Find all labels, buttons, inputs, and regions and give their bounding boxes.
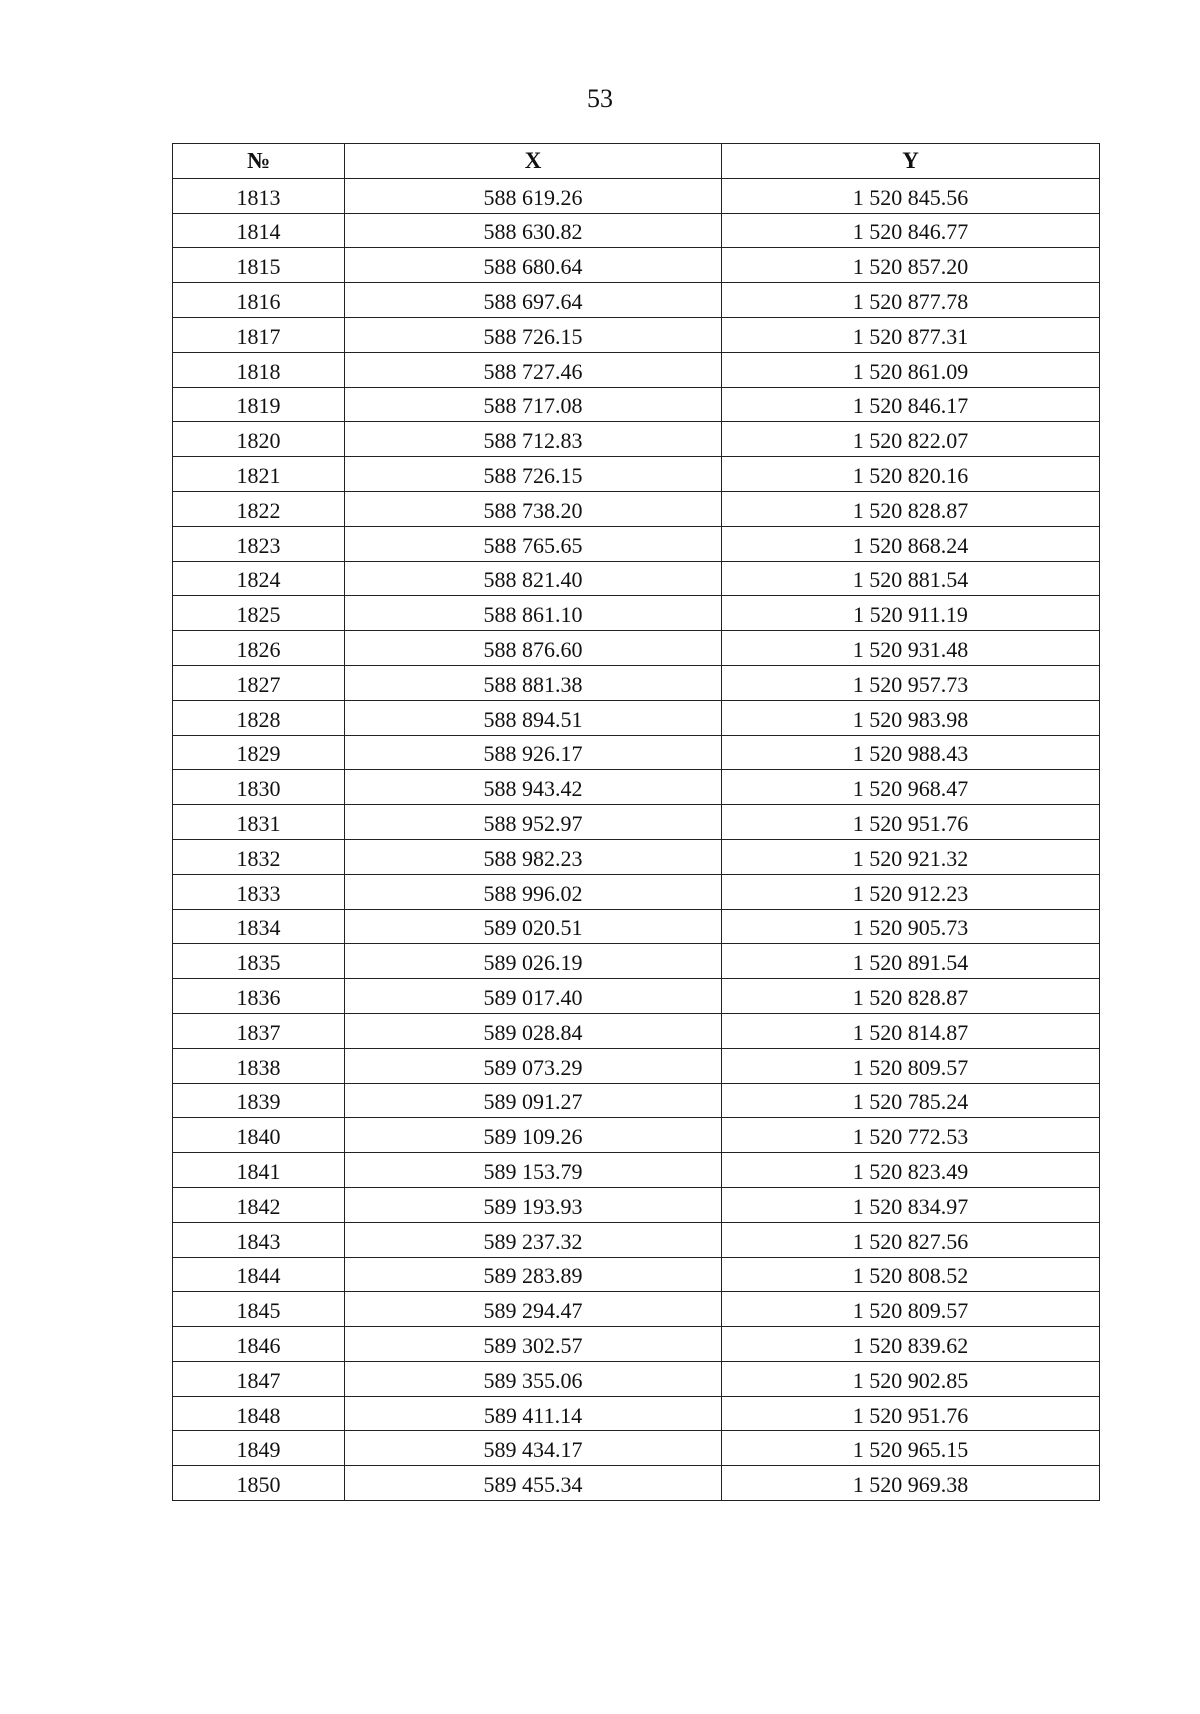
cell-x: 588 697.64 — [345, 283, 722, 318]
table-row — [173, 839, 1100, 874]
cell-number: 1843 — [173, 1222, 345, 1257]
cell-number: 1845 — [173, 1292, 345, 1327]
table-row — [173, 1118, 1100, 1153]
table-row — [173, 1048, 1100, 1083]
cell-y: 1 520 820.16 — [722, 457, 1100, 492]
table-row — [173, 248, 1100, 283]
cell-x: 589 193.93 — [345, 1187, 722, 1222]
cell-x: 588 996.02 — [345, 874, 722, 909]
cell-number: 1815 — [173, 248, 345, 283]
cell-x: 588 680.64 — [345, 248, 722, 283]
cell-x: 588 738.20 — [345, 491, 722, 526]
cell-x: 588 952.97 — [345, 805, 722, 840]
cell-x: 588 982.23 — [345, 839, 722, 874]
cell-y: 1 520 857.20 — [722, 248, 1100, 283]
table-row — [173, 909, 1100, 944]
cell-number: 1822 — [173, 491, 345, 526]
cell-y: 1 520 905.73 — [722, 909, 1100, 944]
coordinates-table — [172, 143, 1100, 1501]
cell-number: 1829 — [173, 735, 345, 770]
table-row — [173, 944, 1100, 979]
table-row — [173, 1361, 1100, 1396]
cell-y: 1 520 846.17 — [722, 387, 1100, 422]
cell-x: 588 926.17 — [345, 735, 722, 770]
table-row — [173, 665, 1100, 700]
header-y: Y — [722, 144, 1100, 179]
table-row — [173, 283, 1100, 318]
table-row — [173, 596, 1100, 631]
cell-y: 1 520 951.76 — [722, 1396, 1100, 1431]
cell-y: 1 520 846.77 — [722, 213, 1100, 248]
cell-number: 1816 — [173, 283, 345, 318]
cell-number: 1824 — [173, 561, 345, 596]
cell-y: 1 520 808.52 — [722, 1257, 1100, 1292]
header-x: X — [345, 144, 722, 179]
table-row — [173, 1083, 1100, 1118]
table-row — [173, 1466, 1100, 1501]
cell-number: 1835 — [173, 944, 345, 979]
table-row — [173, 491, 1100, 526]
cell-number: 1847 — [173, 1361, 345, 1396]
header-number: № — [173, 144, 345, 179]
cell-y: 1 520 911.19 — [722, 596, 1100, 631]
cell-number: 1850 — [173, 1466, 345, 1501]
cell-y: 1 520 983.98 — [722, 700, 1100, 735]
cell-x: 588 894.51 — [345, 700, 722, 735]
table-row — [173, 1257, 1100, 1292]
cell-y: 1 520 772.53 — [722, 1118, 1100, 1153]
cell-number: 1839 — [173, 1083, 345, 1118]
cell-y: 1 520 877.78 — [722, 283, 1100, 318]
table-row — [173, 700, 1100, 735]
table-row — [173, 874, 1100, 909]
cell-y: 1 520 968.47 — [722, 770, 1100, 805]
table-row — [173, 1013, 1100, 1048]
cell-number: 1844 — [173, 1257, 345, 1292]
table-row — [173, 805, 1100, 840]
cell-y: 1 520 785.24 — [722, 1083, 1100, 1118]
cell-x: 588 727.46 — [345, 352, 722, 387]
cell-y: 1 520 902.85 — [722, 1361, 1100, 1396]
cell-number: 1834 — [173, 909, 345, 944]
table-header-row — [173, 144, 1100, 179]
table-row — [173, 1187, 1100, 1222]
cell-number: 1848 — [173, 1396, 345, 1431]
cell-number: 1831 — [173, 805, 345, 840]
cell-number: 1825 — [173, 596, 345, 631]
cell-x: 588 619.26 — [345, 178, 722, 213]
cell-x: 589 020.51 — [345, 909, 722, 944]
cell-x: 589 109.26 — [345, 1118, 722, 1153]
table-row — [173, 979, 1100, 1014]
table-row — [173, 422, 1100, 457]
table-row — [173, 631, 1100, 666]
cell-x: 588 821.40 — [345, 561, 722, 596]
cell-number: 1821 — [173, 457, 345, 492]
cell-x: 588 765.65 — [345, 526, 722, 561]
cell-y: 1 520 845.56 — [722, 178, 1100, 213]
cell-number: 1813 — [173, 178, 345, 213]
cell-number: 1837 — [173, 1013, 345, 1048]
cell-number: 1828 — [173, 700, 345, 735]
cell-x: 588 712.83 — [345, 422, 722, 457]
cell-number: 1840 — [173, 1118, 345, 1153]
table-row — [173, 1292, 1100, 1327]
cell-y: 1 520 814.87 — [722, 1013, 1100, 1048]
cell-number: 1842 — [173, 1187, 345, 1222]
cell-x: 588 876.60 — [345, 631, 722, 666]
cell-number: 1830 — [173, 770, 345, 805]
table-row — [173, 1327, 1100, 1362]
cell-y: 1 520 828.87 — [722, 491, 1100, 526]
cell-y: 1 520 828.87 — [722, 979, 1100, 1014]
cell-y: 1 520 834.97 — [722, 1187, 1100, 1222]
cell-x: 589 411.14 — [345, 1396, 722, 1431]
cell-y: 1 520 809.57 — [722, 1048, 1100, 1083]
cell-y: 1 520 861.09 — [722, 352, 1100, 387]
table-row — [173, 1396, 1100, 1431]
cell-number: 1818 — [173, 352, 345, 387]
table-row — [173, 1431, 1100, 1466]
cell-number: 1841 — [173, 1153, 345, 1188]
cell-y: 1 520 822.07 — [722, 422, 1100, 457]
cell-y: 1 520 881.54 — [722, 561, 1100, 596]
cell-y: 1 520 921.32 — [722, 839, 1100, 874]
table-row — [173, 317, 1100, 352]
cell-x: 588 881.38 — [345, 665, 722, 700]
page-number: 53 — [587, 84, 613, 113]
cell-number: 1826 — [173, 631, 345, 666]
cell-number: 1838 — [173, 1048, 345, 1083]
cell-y: 1 520 891.54 — [722, 944, 1100, 979]
cell-x: 588 717.08 — [345, 387, 722, 422]
table-row — [173, 770, 1100, 805]
cell-x: 589 026.19 — [345, 944, 722, 979]
cell-y: 1 520 912.23 — [722, 874, 1100, 909]
cell-x: 589 091.27 — [345, 1083, 722, 1118]
cell-y: 1 520 809.57 — [722, 1292, 1100, 1327]
cell-number: 1823 — [173, 526, 345, 561]
cell-x: 589 294.47 — [345, 1292, 722, 1327]
cell-x: 588 726.15 — [345, 317, 722, 352]
cell-x: 589 073.29 — [345, 1048, 722, 1083]
cell-number: 1814 — [173, 213, 345, 248]
cell-number: 1833 — [173, 874, 345, 909]
cell-number: 1819 — [173, 387, 345, 422]
table-row — [173, 352, 1100, 387]
cell-number: 1849 — [173, 1431, 345, 1466]
cell-y: 1 520 957.73 — [722, 665, 1100, 700]
cell-y: 1 520 868.24 — [722, 526, 1100, 561]
table-row — [173, 1222, 1100, 1257]
table-row — [173, 178, 1100, 213]
cell-y: 1 520 988.43 — [722, 735, 1100, 770]
cell-x: 589 237.32 — [345, 1222, 722, 1257]
cell-x: 589 283.89 — [345, 1257, 722, 1292]
cell-x: 589 302.57 — [345, 1327, 722, 1362]
table-row — [173, 526, 1100, 561]
cell-y: 1 520 951.76 — [722, 805, 1100, 840]
cell-y: 1 520 839.62 — [722, 1327, 1100, 1362]
cell-y: 1 520 965.15 — [722, 1431, 1100, 1466]
cell-x: 588 861.10 — [345, 596, 722, 631]
cell-number: 1817 — [173, 317, 345, 352]
cell-x: 588 726.15 — [345, 457, 722, 492]
cell-x: 588 943.42 — [345, 770, 722, 805]
cell-number: 1820 — [173, 422, 345, 457]
cell-x: 589 028.84 — [345, 1013, 722, 1048]
cell-y: 1 520 877.31 — [722, 317, 1100, 352]
table-row — [173, 387, 1100, 422]
table-row — [173, 213, 1100, 248]
cell-y: 1 520 823.49 — [722, 1153, 1100, 1188]
cell-number: 1846 — [173, 1327, 345, 1362]
cell-number: 1836 — [173, 979, 345, 1014]
cell-number: 1827 — [173, 665, 345, 700]
cell-number: 1832 — [173, 839, 345, 874]
cell-y: 1 520 827.56 — [722, 1222, 1100, 1257]
cell-x: 589 434.17 — [345, 1431, 722, 1466]
cell-x: 589 455.34 — [345, 1466, 722, 1501]
table-row — [173, 457, 1100, 492]
table-row — [173, 561, 1100, 596]
cell-x: 589 017.40 — [345, 979, 722, 1014]
cell-y: 1 520 931.48 — [722, 631, 1100, 666]
cell-x: 589 355.06 — [345, 1361, 722, 1396]
cell-x: 589 153.79 — [345, 1153, 722, 1188]
table-body — [173, 178, 1100, 1500]
cell-y: 1 520 969.38 — [722, 1466, 1100, 1501]
table-row — [173, 735, 1100, 770]
cell-x: 588 630.82 — [345, 213, 722, 248]
table-row — [173, 1153, 1100, 1188]
